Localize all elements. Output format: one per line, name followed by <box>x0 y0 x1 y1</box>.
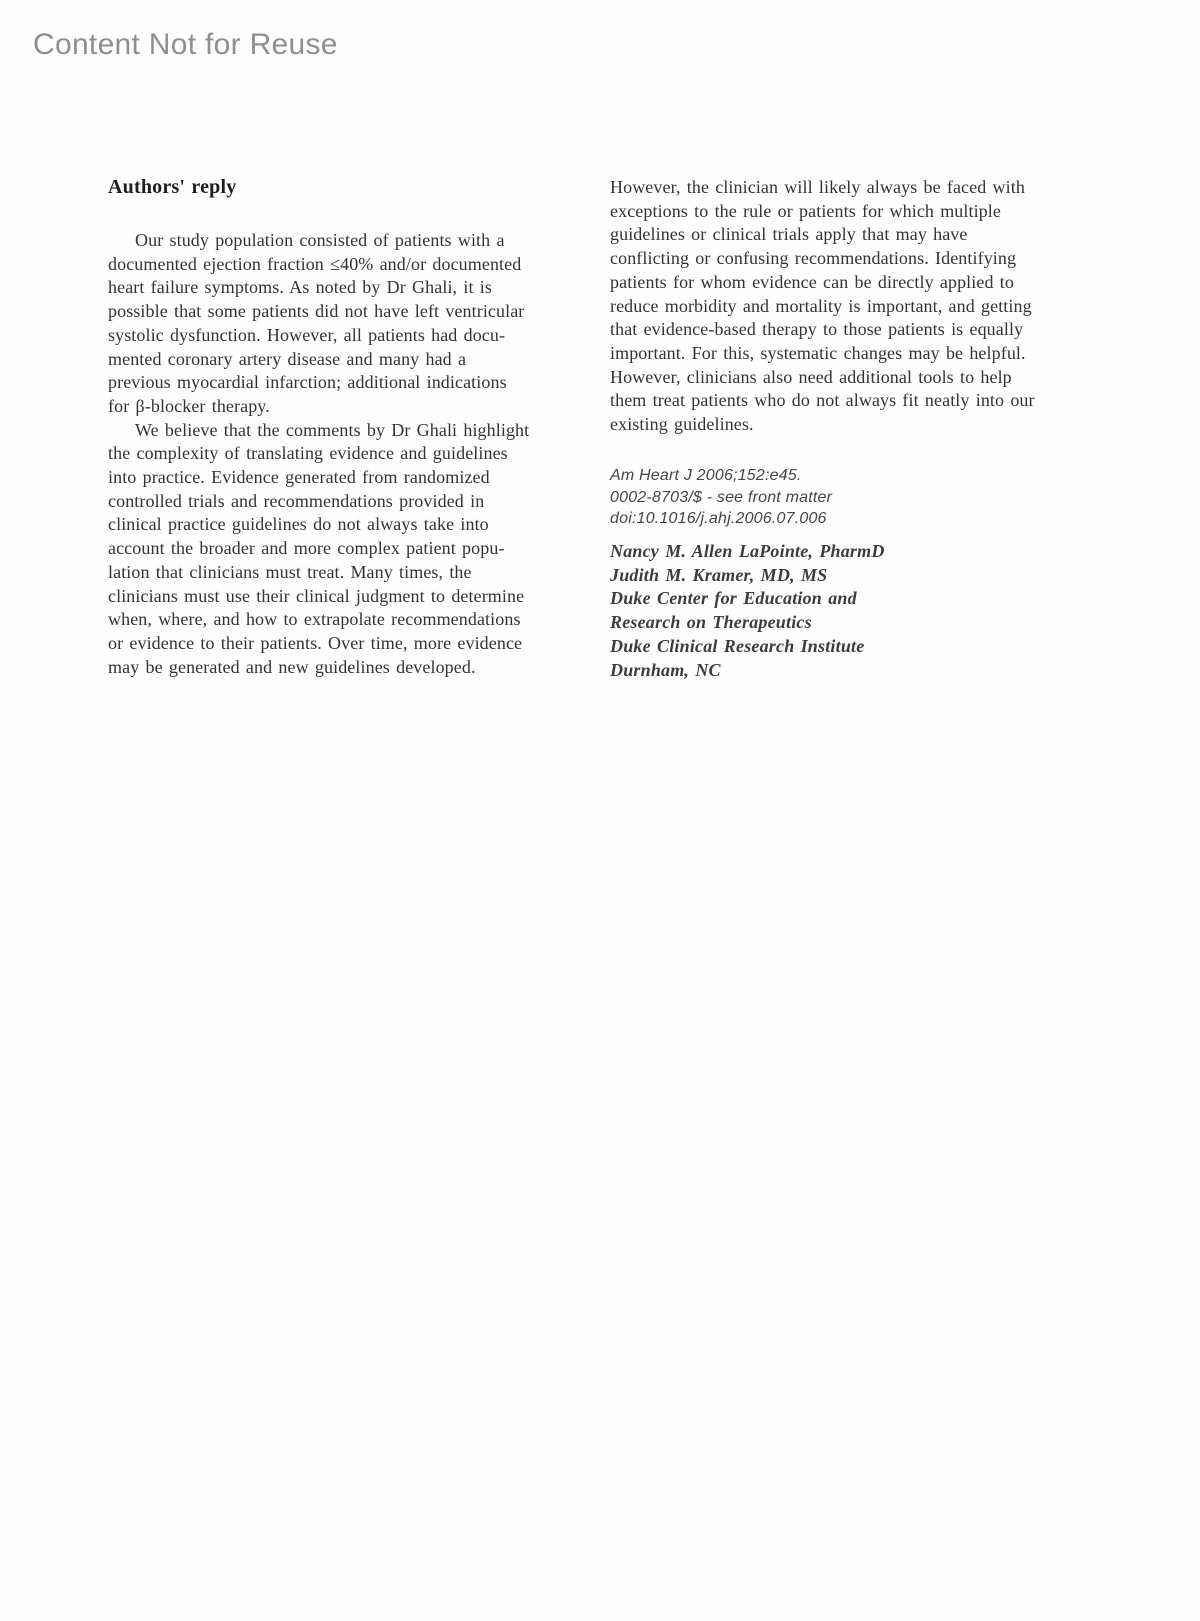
text-line: We believe that the comments by Dr Ghali highlight <box>135 419 530 440</box>
text-line: Durnham, NC <box>610 659 721 680</box>
text-line: when, where, and how to extrapolate recommendations <box>108 609 521 630</box>
paragraph <box>108 229 586 419</box>
text-line: for β-blocker therapy. <box>108 395 270 416</box>
text-line: heart failure symptoms. As noted by Dr Ghali, it is <box>108 277 492 298</box>
text-line: guidelines or clinical trials apply that may have <box>610 224 968 245</box>
text-line: patients for whom evidence can be directly applied to <box>610 271 1014 292</box>
text-line: controlled trials and recommendations provided in <box>108 490 485 511</box>
text-line: exceptions to the rule or patients for which multiple <box>610 200 1002 221</box>
text-line: Duke Clinical Research Institute <box>610 635 865 656</box>
author-affiliation-block <box>610 540 1080 682</box>
text-line: possible that some patients did not have left ventricular <box>108 301 525 322</box>
text-line: Duke Center for Education and <box>610 588 857 609</box>
text-line: may be generated and new guidelines developed. <box>108 656 476 677</box>
right-column <box>610 176 1100 437</box>
text-line: lation that clinicians must treat. Many times, the <box>108 561 472 582</box>
text-line: them treat patients who do not always fit neatly into our <box>610 390 1035 411</box>
article-heading: Authors' reply <box>108 176 237 198</box>
paragraph <box>610 176 1100 437</box>
text-line: the complexity of translating evidence and guidelines <box>108 443 508 464</box>
text-line: previous myocardial infarction; additional indications <box>108 372 507 393</box>
text-line: that evidence-based therapy to those patients is equally <box>610 319 1024 340</box>
text-line: account the broader and more complex patient popu- <box>108 538 505 559</box>
text-line: existing guidelines. <box>610 414 754 435</box>
watermark-text: Content Not for Reuse <box>33 28 338 61</box>
text-line: systolic dysfunction. However, all patients had docu- <box>108 324 506 345</box>
text-line: mented coronary artery disease and many had a <box>108 348 467 369</box>
text-line: or evidence to their patients. Over time, more evidence <box>108 632 523 653</box>
text-line: reduce morbidity and mortality is important, and getting <box>610 295 1032 316</box>
text-line: into practice. Evidence generated from randomized <box>108 467 490 488</box>
text-line: Research on Therapeutics <box>610 612 812 633</box>
text-line: 0002-8703/$ - see front matter <box>610 488 833 506</box>
text-line: clinical practice guidelines do not always take into <box>108 514 489 535</box>
text-line: Our study population consisted of patients with a <box>135 230 505 250</box>
text-line: documented ejection fraction ≤40% and/or documented <box>108 253 522 274</box>
text-line: However, the clinician will likely always be faced with <box>610 177 1025 197</box>
text-line: conflicting or confusing recommendations. Identifying <box>610 248 1017 269</box>
text-line: Judith M. Kramer, MD, MS <box>610 564 828 585</box>
text-line: important. For this, systematic changes may be helpful. <box>610 342 1026 363</box>
citation-block <box>610 465 1080 530</box>
paragraph <box>108 419 586 680</box>
text-line: However, clinicians also need additional tools to help <box>610 366 1012 387</box>
text-line: Am Heart J 2006;152:e45. <box>610 467 802 484</box>
text-line: clinicians must use their clinical judgment to determine <box>108 585 525 606</box>
text-line: Nancy M. Allen LaPointe, PharmD <box>610 541 885 561</box>
text-line: doi:10.1016/j.ahj.2006.07.006 <box>610 510 827 528</box>
left-column <box>108 229 586 679</box>
